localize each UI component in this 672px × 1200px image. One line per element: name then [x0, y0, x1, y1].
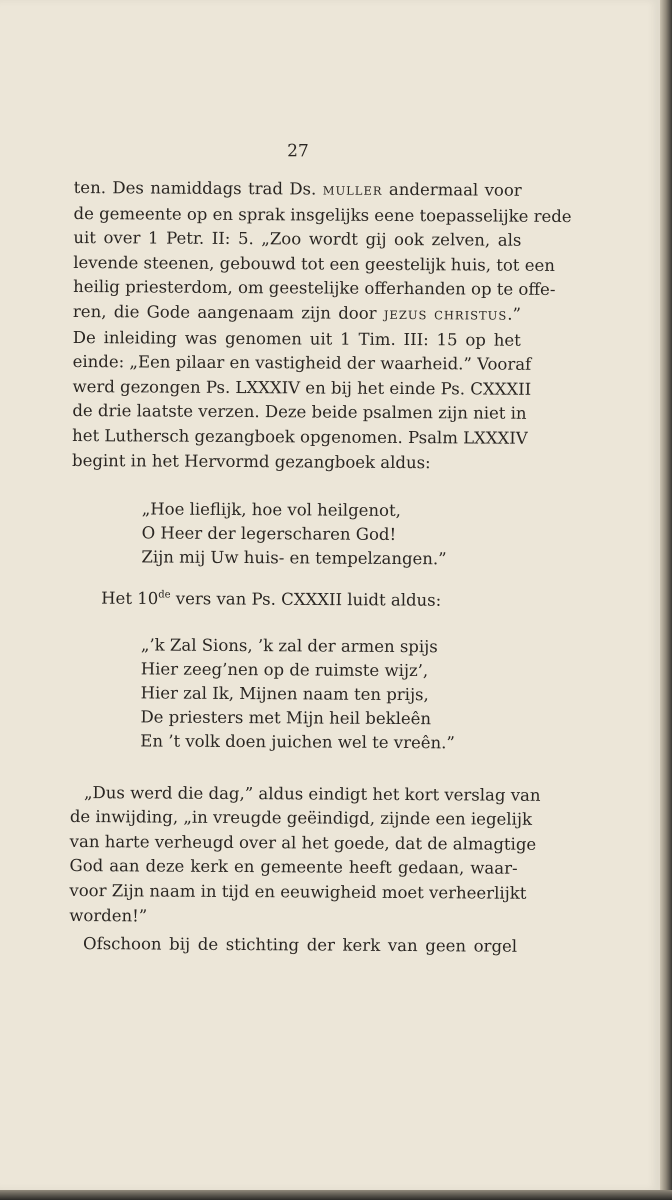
text-line: de inwijding, „in vreugde geëindigd, zijnde een iegelijk	[69, 807, 533, 830]
small-caps-name: JEZUS CHRISTUS	[383, 307, 508, 323]
text-line: werd gezongen Ps. LXXXIV en bij het einde Ps. CXXXII	[72, 376, 532, 399]
page-content	[69, 140, 572, 960]
page-edge-shadow	[660, 0, 672, 1200]
text-line: ten. Des namiddags trad Ds. MULLER andermaal voor	[73, 177, 522, 200]
paragraph-2	[69, 781, 541, 931]
verse-line: De priesters met Mijn heil bekleên	[140, 707, 432, 728]
text-line: de drie laatste verzen. Deze beide psalmen zijn niet in	[72, 401, 527, 424]
text-line: God aan deze kerk en gemeente heeft gedaan, waar-	[69, 856, 518, 879]
paragraph-3	[69, 932, 517, 959]
text-line: het Luthersch gezangboek opgenomen. Psalm LXXXIV	[72, 425, 528, 448]
text-line: De inleiding was genomen uit 1 Tim. III: 15 op het	[72, 327, 521, 350]
verse-line: Hier zeeg’nen op de ruimste wijz’,	[140, 659, 429, 680]
verse-psalm-84	[71, 497, 519, 572]
verse-line: „Hoe lieflijk, hoe vol heilgenot,	[141, 499, 401, 521]
text-line: heilig priesterdom, om geestelijke offerhanden op te offe-	[73, 277, 556, 300]
text-line: begint in het Hervormd gezangboek aldus:	[71, 450, 431, 472]
text-line: de gemeente op en sprak insgelijks eene toepasselijke rede	[73, 203, 572, 226]
paragraph-1	[71, 176, 572, 476]
text-line: ren, die Gode aangenaam zijn door JEZUS CHRISTUS.”	[72, 301, 522, 324]
text-line: „Dus werd die dag,” aldus eindigt het kort verslag van	[83, 782, 541, 805]
text-line: Ofschoon bij de stichting der kerk van geen orgel	[83, 934, 518, 956]
small-caps-name: MULLER	[322, 183, 383, 198]
verse-line: O Heer der legerscharen God!	[141, 523, 397, 545]
verse-intro: Het 10de vers van Ps. CXXXII luidt aldus:	[101, 588, 442, 610]
text-line: worden!”	[69, 905, 148, 926]
verse-line: Zijn mij Uw huis- en tempelzangen.”	[141, 547, 447, 569]
verse-line: „’k Zal Sions, ’k zal der armen spijs	[140, 635, 438, 656]
page-bottom-shadow	[0, 1190, 672, 1200]
verse-line: Hier zal Ik, Mijnen naam ten prijs,	[140, 683, 429, 704]
text-line: voor Zijn naam in tijd en eeuwigheid moet verheerlijkt	[69, 880, 527, 903]
text-line: einde: „Een pilaar en vastigheid der waarheid.” Vooraf	[72, 352, 532, 374]
verse-line: En ’t volk doen juichen wel te vreên.”	[140, 731, 455, 752]
text-line: uit over 1 Petr. II: 5. „Zoo wordt gij ook zelven, als	[73, 228, 522, 250]
text-line: van harte verheugd over al het goede, dat de almagtige	[69, 831, 537, 854]
text-line: levende steenen, gebouwd tot een geestelijk huis, tot een	[73, 252, 555, 275]
page-number: 27	[287, 141, 309, 162]
verse-psalm-132	[70, 633, 519, 756]
